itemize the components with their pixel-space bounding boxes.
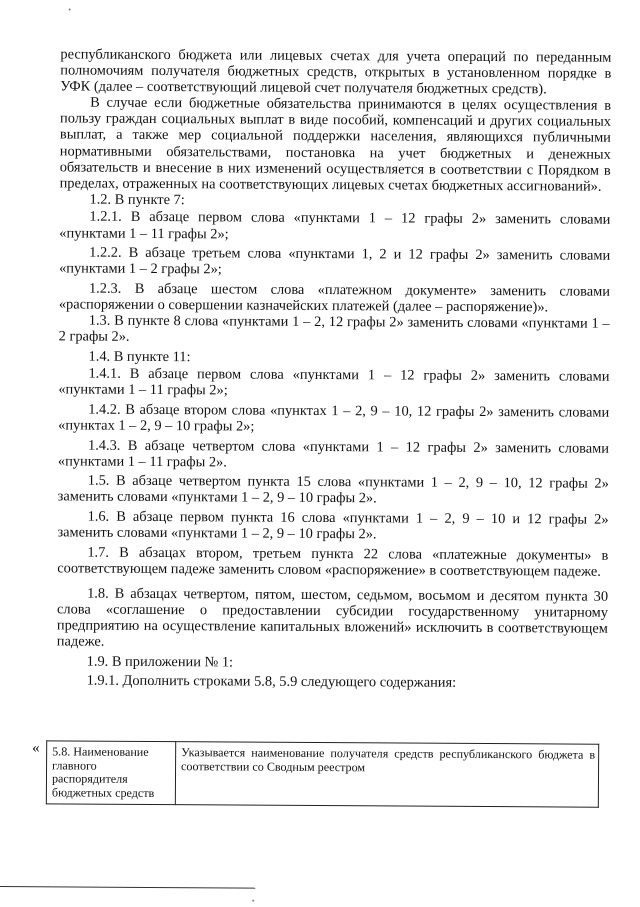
- scan-speck: [69, 8, 71, 10]
- paragraph: 1.8. В абзацах четвертом, пятом, шестом, седьмом, восьмом и десятом пункта 30 слова «соглашение о предоставлении субсидии государственному унитарному предприятию на осуществление капитальных вложений» исключить в соответствующем падеже.: [56, 585, 609, 650]
- row-description-cell: Указывается наименование получателя средств республиканского бюджета в соответствии со Сводным реестром: [175, 742, 598, 808]
- footer-rule: [0, 886, 255, 889]
- paragraph: республиканского бюджета или лицевых счетах для учета операций по переданным полномочиям получателя бюджетных средств, открытых в установленном порядке в УФК (далее – соответствующий лицевой счет получателя бюджетных средств).: [60, 46, 612, 98]
- row-label-cell: 5.8. Наименование главного распорядителя бюджетных средств: [46, 741, 175, 805]
- document-body: [57, 46, 612, 692]
- paragraph: В случае если бюджетные обязательства принимаются в целях осуществления в пользу граждан социальных выплат в виде пособий, компенсаций и других социальных выплат, а также мер социальной поддержки населения, являющихся публичными нормативными обязательствами, постановка на учет бюджетных и денежных обязательств и внесение в них изменений осуществляется в соответствии с Порядком в пределах, отраженных на соответствующих лицевых счетах бюджетных ассигнований».: [59, 94, 612, 195]
- paragraph: 1.2.2. В абзаце третьем слова «пунктами 1, 2 и 12 графы 2» заменить словами «пунктами 1 – 2 графы 2»;: [59, 244, 611, 278]
- paragraph: 1.4.3. В абзаце четвертом слова «пунктами 1 – 12 графы 2» заменить словами «пунктами 1 – 11 графы 2».: [57, 437, 610, 471]
- paragraph: 1.3. В пункте 8 слова «пунктами 1 – 2, 12 графы 2» заменить словами «пунктами 1 – 2 графы 2».: [58, 312, 610, 345]
- paragraph: 1.2.3. В абзаце шестом слова «платежном документе» заменить словами «распоряжении о совершении казначейских платежей (далее – распоряжение)».: [58, 280, 611, 316]
- scan-speck: [252, 900, 254, 902]
- paragraph: 1.9. В приложении № 1:: [86, 653, 234, 671]
- table-row: [46, 741, 598, 808]
- inserted-rows-table: [46, 740, 599, 808]
- paragraph: 1.4.2. В абзаце втором слова «пунктах 1 – 2, 9 – 10, 12 графы 2» заменить словами «пунктах 1 – 2, 9 – 10 графы 2»;: [58, 401, 610, 435]
- paragraph: 1.7. В абзацах втором, третьем пункта 22 слова «платежные документы» в соответствующем падеже заменить словом «распоряжение» в соответствующем падеже.: [57, 544, 609, 580]
- paragraph: 1.2.1. В абзаце первом слова «пунктами 1 – 12 графы 2» заменить словами «пунктами 1 – 11 графы 2»;: [59, 209, 611, 242]
- open-quote-mark: «: [32, 740, 40, 757]
- paragraph: 1.6. В абзаце первом пункта 16 слова «пунктами 1 – 2, 9 – 10 и 12 графы 2» заменить словами «пунктами 1 – 2, 9 – 10 графы 2».: [57, 508, 609, 543]
- paragraph: 1.9.1. Дополнить строками 5.8, 5.9 следующего содержания:: [86, 672, 457, 692]
- paragraph: 1.4.1. В абзаце первом слова «пунктами 1 – 12 графы 2» заменить словами «пунктами 1 – 11 графы 2»;: [58, 365, 610, 399]
- paragraph: 1.5. В абзаце четвертом пункта 15 слова «пунктами 1 – 2, 9 – 10, 12 графы 2» заменить словами «пунктами 1 – 2, 9 – 10 графы 2».: [57, 472, 609, 507]
- paragraph: 1.2. В пункте 7:: [89, 191, 185, 209]
- paragraph: 1.4. В пункте 11:: [88, 348, 191, 365]
